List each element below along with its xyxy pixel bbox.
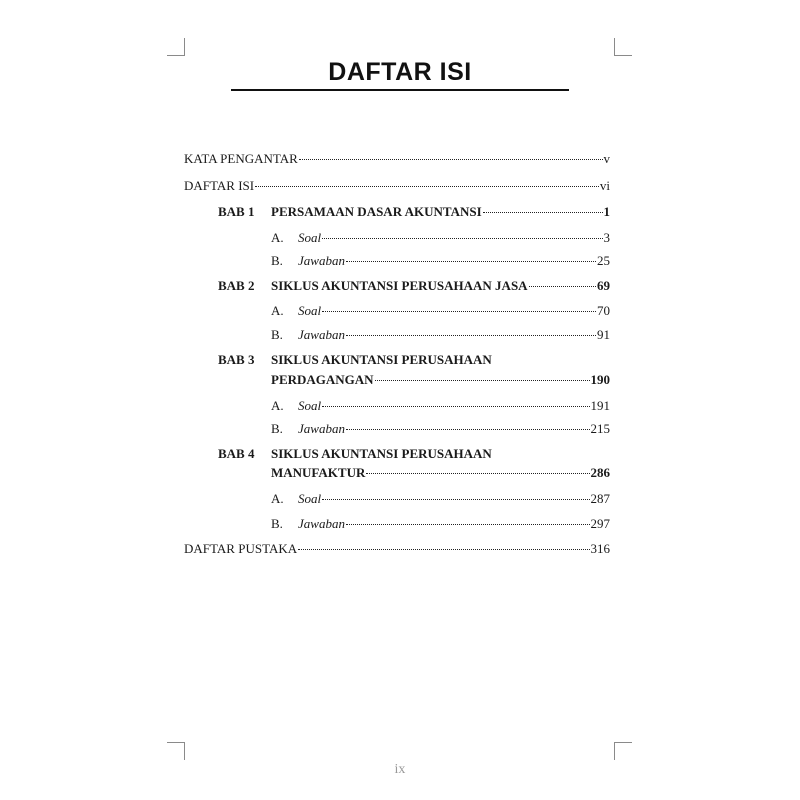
toc-entry-label: Soal [298,303,322,318]
leader-dots [298,549,589,550]
toc-entry-page: 91 [597,327,610,342]
crop-mark-bottom-right [614,742,615,760]
toc-entry-page: 287 [590,491,610,506]
toc-entry-bab2[interactable] [271,278,610,294]
leader-dots [483,212,603,213]
toc-entry-bab1[interactable] [271,204,610,220]
toc-entry-index: B. [271,253,283,268]
title-underline [231,89,569,91]
crop-mark-top-right [614,55,632,56]
toc-entry-bab3-jawaban[interactable] [271,421,610,437]
toc-entry-kata-pengantar[interactable] [184,151,610,167]
toc-entry-bab4-soal[interactable] [271,491,610,507]
toc-entry-bab2-soal[interactable] [271,303,610,319]
chapter-title-line1: SIKLUS AKUNTANSI PERUSAHAAN [271,352,492,367]
toc-entry-index: B. [271,421,283,436]
toc-entry-bab4-jawaban[interactable] [271,516,610,532]
toc-entry-label: Jawaban [298,327,345,342]
toc-entry-page: 25 [597,253,610,268]
toc-entry-label: KATA PENGANTAR [184,151,298,166]
toc-entry-page: 70 [597,303,610,318]
toc-entry-daftar-isi[interactable] [184,178,610,194]
toc-entry-index: A. [271,230,284,245]
leader-dots [366,473,589,474]
toc-entry-page: 286 [590,465,610,480]
chapter-number: BAB 3 [218,352,255,367]
toc-entry-page: 3 [603,230,610,245]
crop-mark-bottom-left [184,742,185,760]
leader-dots [346,429,590,430]
crop-mark-bottom-left [167,742,185,743]
crop-mark-top-right [614,38,615,56]
toc-entry-label: Soal [298,398,322,413]
leader-dots [322,499,589,500]
toc-entry-index: A. [271,303,284,318]
toc-entry-page: 69 [597,278,610,293]
toc-entry-page: 190 [590,372,610,387]
chapter-number: BAB 4 [218,446,255,461]
crop-mark-bottom-right [614,742,632,743]
toc-entry-bab2-jawaban[interactable] [271,327,610,343]
leader-dots [375,380,590,381]
leader-dots [322,406,589,407]
crop-mark-top-left [167,55,185,56]
toc-entry-page: 1 [603,204,610,219]
toc-entry-page: v [603,151,610,166]
toc-entry-label: MANUFAKTUR [271,465,366,480]
toc-entry-bab1-soal[interactable] [271,230,610,246]
toc-entry-page: 297 [590,516,610,531]
page-title: DAFTAR ISI [328,58,472,86]
toc-entry-index: B. [271,516,283,531]
crop-mark-top-left [184,38,185,56]
toc-entry-label: Soal [298,491,322,506]
toc-entry-index: A. [271,491,284,506]
chapter-number: BAB 2 [218,278,255,293]
toc-entry-label: Jawaban [298,421,345,436]
toc-entry-label: DAFTAR ISI [184,178,255,193]
toc-entry-bab4[interactable] [271,465,610,481]
toc-entry-page: vi [599,178,610,193]
leader-dots [322,311,596,312]
toc-entry-label: DAFTAR PUSTAKA [184,541,298,556]
page-number: ix [394,762,406,777]
leader-dots [299,159,603,160]
toc-entry-index: B. [271,327,283,342]
chapter-number: BAB 1 [218,204,255,219]
leader-dots [346,335,596,336]
toc-entry-label: Soal [298,230,322,245]
leader-dots [346,524,590,525]
toc-entry-label: SIKLUS AKUNTANSI PERUSAHAAN JASA [271,278,528,293]
toc-entry-bab3-soal[interactable] [271,398,610,414]
leader-dots [529,286,596,287]
toc-entry-bab3[interactable] [271,372,610,388]
toc-entry-bab1-jawaban[interactable] [271,253,610,269]
toc-entry-daftar-pustaka[interactable] [184,541,610,557]
toc-entry-label: PERDAGANGAN [271,372,374,387]
chapter-title-line1: SIKLUS AKUNTANSI PERUSAHAAN [271,446,492,461]
toc-entry-index: A. [271,398,284,413]
leader-dots [346,261,596,262]
leader-dots [255,186,599,187]
leader-dots [322,238,602,239]
toc-entry-page: 191 [590,398,610,413]
toc-entry-label: Jawaban [298,253,345,268]
toc-entry-label: PERSAMAAN DASAR AKUNTANSI [271,204,482,219]
toc-entry-label: Jawaban [298,516,345,531]
toc-entry-page: 215 [590,421,610,436]
toc-entry-page: 316 [590,541,610,556]
